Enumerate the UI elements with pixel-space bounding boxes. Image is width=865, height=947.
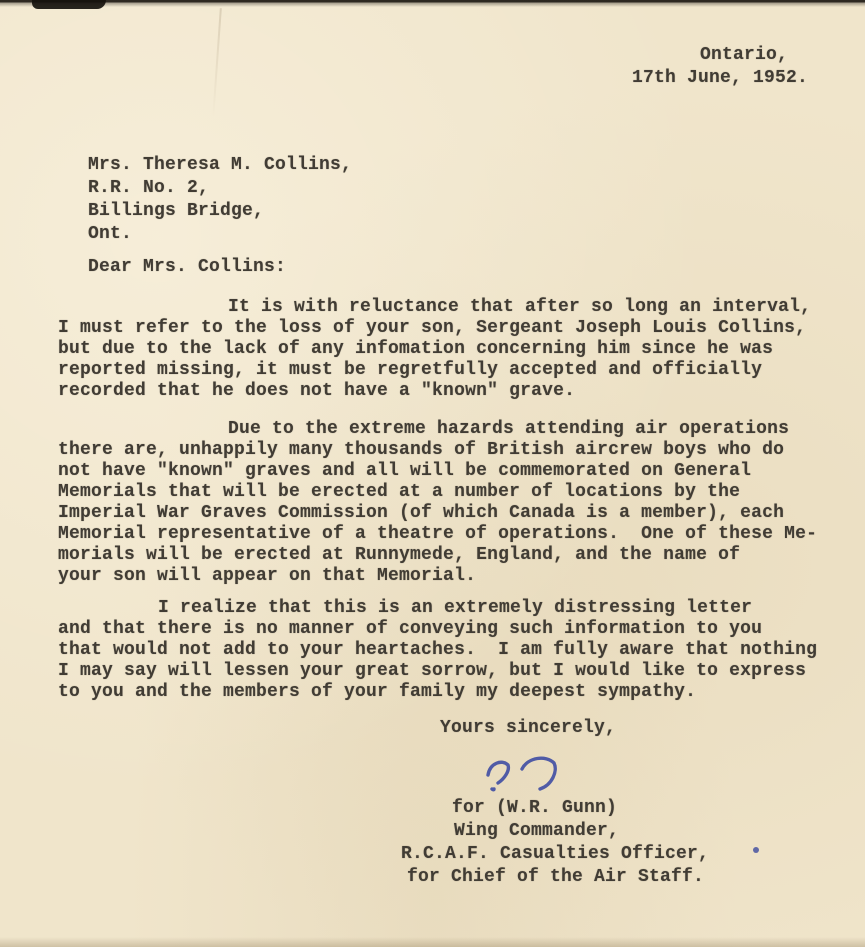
scan-edge-blob [32, 0, 106, 9]
recipient-line: Billings Bridge, [88, 201, 265, 221]
signature-line: for Chief of the Air Staff. [407, 867, 705, 887]
body-line: recorded that he does not have a "known" grave. [58, 381, 576, 401]
closing: Yours sincerely, [440, 718, 617, 738]
signature-initials-mark [478, 753, 568, 799]
paper-crease [212, 8, 222, 118]
body-line: It is with reluctance that after so long an interval, [228, 297, 812, 317]
body-line: there are, unhappily many thousands of British aircrew boys who do [58, 440, 785, 460]
body-line: I may say will lessen your great sorrow, but I would like to express [58, 661, 807, 681]
body-line: Due to the extreme hazards attending air operations [228, 419, 790, 439]
recipient-line: Mrs. Theresa M. Collins, [88, 155, 353, 175]
body-line: and that there is no manner of conveying such information to you [58, 619, 763, 639]
recipient-line: R.R. No. 2, [88, 178, 210, 198]
body-line: your son will appear on that Memorial. [58, 566, 477, 586]
body-line: Memorial representative of a theatre of operations. One of these Me- [58, 524, 818, 544]
scan-edge-bottom [0, 937, 865, 947]
salutation: Dear Mrs. Collins: [88, 257, 287, 277]
body-line: that would not add to your heartaches. I am fully aware that nothing [58, 640, 818, 660]
body-line: to you and the members of your family my deepest sympathy. [58, 682, 697, 702]
body-line: I realize that this is an extremely distressing letter [158, 598, 753, 618]
body-line: Memorials that will be erected at a number of locations by the [58, 482, 741, 502]
signature-line: Wing Commander, [454, 821, 620, 841]
blue-ink-dot [753, 847, 759, 853]
body-line: I must refer to the loss of your son, Sergeant Joseph Louis Collins, [58, 318, 807, 338]
body-line: morials will be erected at Runnymede, England, and the name of [58, 545, 741, 565]
dateline-place: Ontario, [700, 45, 789, 65]
body-line: not have "known" graves and all will be commemorated on General [58, 461, 752, 481]
scan-edge-top [0, 0, 865, 7]
signature-line: R.C.A.F. Casualties Officer, [401, 844, 710, 864]
recipient-line: Ont. [88, 224, 133, 244]
body-line: Imperial War Graves Commission (of which Canada is a member), each [58, 503, 785, 523]
dateline-date: 17th June, 1952. [632, 68, 809, 88]
body-line: but due to the lack of any infomation concerning him since he was [58, 339, 774, 359]
signature-line: for (W.R. Gunn) [452, 798, 618, 818]
body-line: reported missing, it must be regretfully accepted and officially [58, 360, 763, 380]
